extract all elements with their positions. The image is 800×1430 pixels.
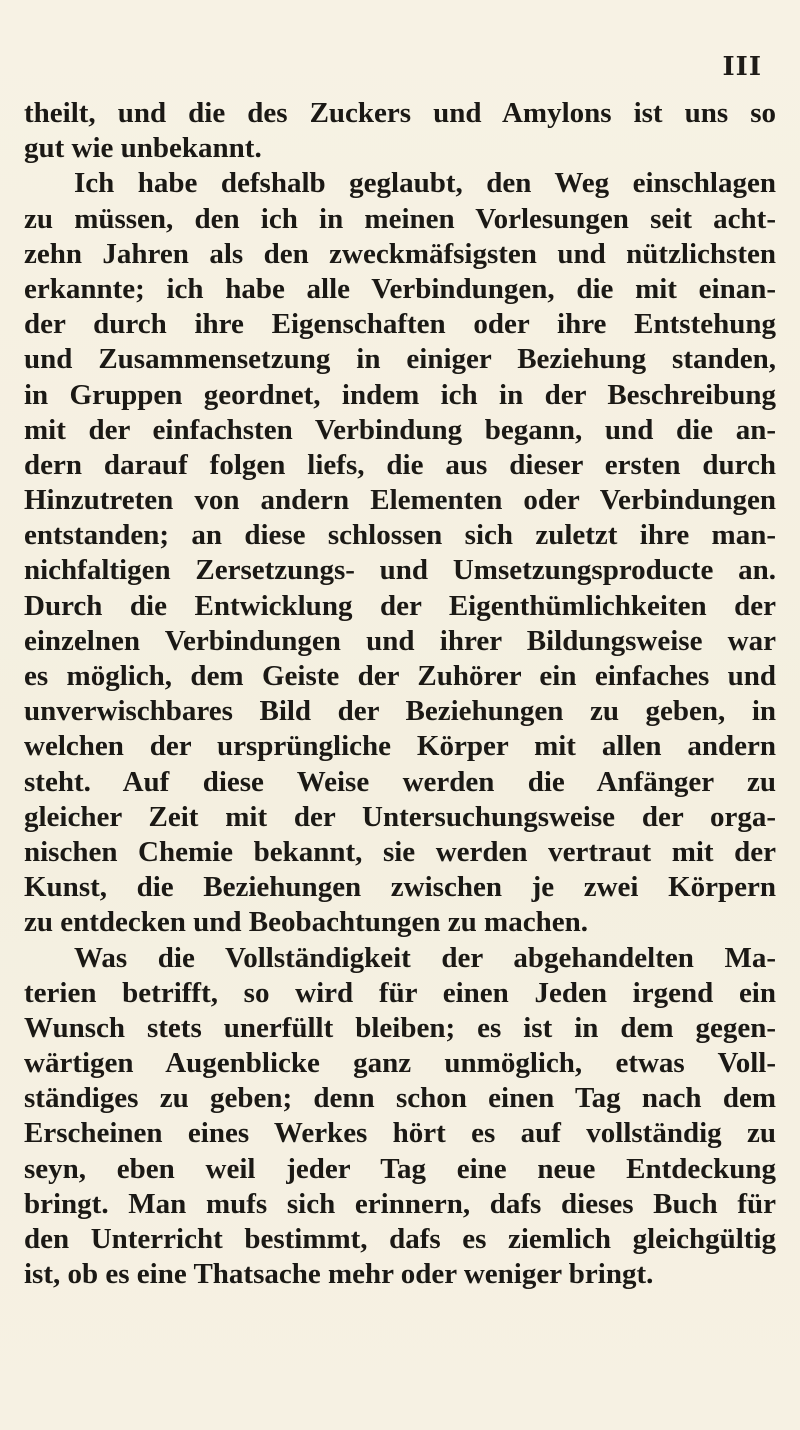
text-line: gut wie unbekannt. (24, 132, 262, 165)
text-line: bringt. Man mufs sich erinnern, dafs dieses Buch für (24, 1187, 776, 1220)
text-line: nischen Chemie bekannt, sie werden vertraut mit der (24, 835, 776, 868)
text-line: entstanden; an diese schlossen sich zuletzt ihre man- (24, 519, 776, 552)
text-line: terien betrifft, so wird für einen Jeden irgend ein (24, 976, 776, 1009)
text-line: der durch ihre Eigenschaften oder ihre Entstehung (24, 308, 776, 341)
text-line: Erscheinen eines Werkes hört es auf vollständig zu (24, 1117, 776, 1150)
text-line: Kunst, die Beziehungen zwischen je zwei Körpern (24, 871, 776, 904)
text-line: gleicher Zeit mit der Untersuchungsweise der orga- (24, 800, 776, 833)
text-line: es möglich, dem Geiste der Zuhörer ein einfaches und (24, 660, 776, 692)
text-line: zu müssen, den ich in meinen Vorlesungen seit acht- (24, 202, 776, 235)
text-line: seyn, eben weil jeder Tag eine neue Entdeckung (24, 1152, 776, 1185)
text-line: einzelnen Verbindungen und ihrer Bildungsweise war (24, 624, 776, 657)
text-line: Wunsch stets unerfüllt bleiben; es ist in dem gegen- (24, 1011, 776, 1044)
paragraph-start-line: Was die Vollständigkeit der abgehandelten Ma- (74, 941, 776, 974)
text-line: welchen der ursprüngliche Körper mit allen andern (24, 730, 776, 763)
text-line: ständiges zu geben; denn schon einen Tag nach dem (24, 1082, 776, 1115)
text-line: dern darauf folgen liefs, die aus dieser ersten durch (24, 448, 776, 481)
text-line: den Unterricht bestimmt, dafs es ziemlich gleichgültig (24, 1223, 776, 1255)
text-line: unverwischbares Bild der Beziehungen zu geben, in (24, 695, 776, 728)
body-text (24, 96, 776, 1292)
text-line: und Zusammensetzung in einiger Beziehung standen, (24, 343, 776, 376)
text-line: zu entdecken und Beobachtungen zu machen. (24, 906, 588, 939)
text-line: nichfaltigen Zersetzungs- und Umsetzungsproducte an. (24, 554, 776, 587)
text-line: theilt, und die des Zuckers und Amylons ist uns so (24, 97, 776, 129)
text-line: mit der einfachsten Verbindung begann, und die an- (24, 413, 776, 446)
text-line: Hinzutreten von andern Elementen oder Verbindungen (24, 484, 776, 517)
text-line: steht. Auf diese Weise werden die Anfänger zu (24, 765, 776, 798)
text-line: Durch die Entwicklung der Eigenthümlichkeiten der (24, 589, 776, 622)
text-line: ist, ob es eine Thatsache mehr oder weniger bringt. (24, 1258, 654, 1291)
text-line: zehn Jahren als den zweckmäfsigsten und nützlichsten (24, 237, 776, 270)
text-line: wärtigen Augenblicke ganz unmöglich, etwas Voll- (24, 1047, 776, 1080)
paragraph-start-line: Ich habe defshalb geglaubt, den Weg einschlagen (74, 167, 776, 200)
page-number: III (722, 52, 762, 82)
text-line: erkannte; ich habe alle Verbindungen, die mit einan- (24, 272, 776, 305)
text-line: in Gruppen geordnet, indem ich in der Beschreibung (24, 378, 776, 411)
